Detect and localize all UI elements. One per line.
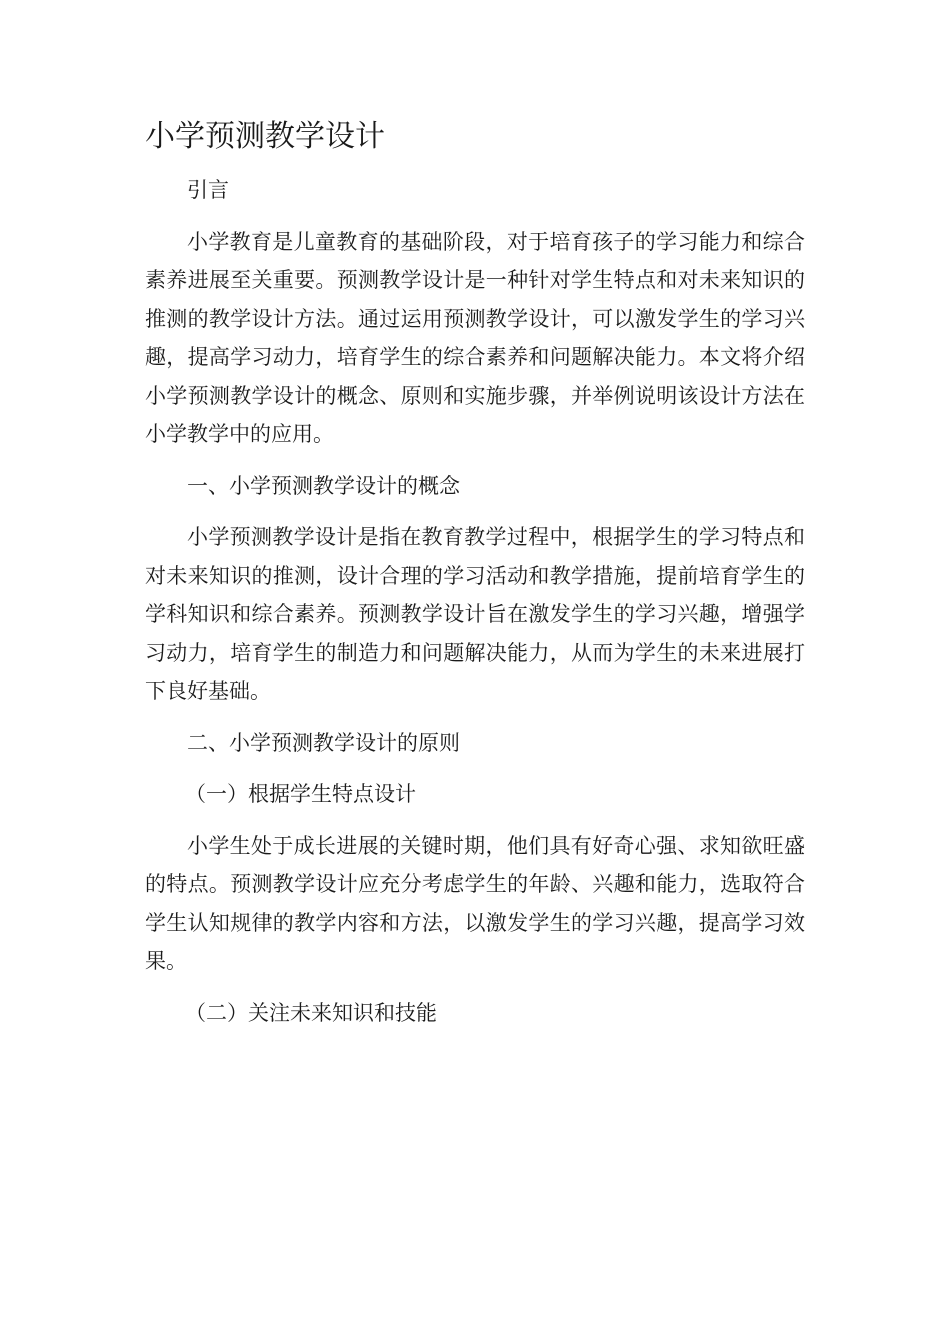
section2-heading: 二、小学预测教学设计的原则 bbox=[187, 730, 460, 755]
sub1-paragraph: 小学生处于成长进展的关键时期，他们具有好奇心强、求知欲旺盛的特点。预测教学设计应充分考虑学生的年龄、兴趣和能力，选取符合学生认知规律的教学内容和方法，以激发学生的学习兴趣，提高学习效果。 bbox=[145, 833, 805, 973]
intro-heading: 引言 bbox=[187, 178, 229, 202]
document-body bbox=[145, 115, 805, 1045]
intro-paragraph: 小学教育是儿童教育的基础阶段，对于培育孩子的学习能力和综合素养进展至关重要。预测教学设计是一种针对学生特点和对未来知识的推测的教学设计方法。通过运用预测教学设计，可以激发学生的学习兴趣，提高学习动力，培育学生的综合素养和问题解决能力。本文将介绍小学预测教学设计的概念、原则和实施步骤，并举例说明该设计方法在小学教学中的应用。 bbox=[145, 229, 805, 446]
document-title: 小学预测教学设计 bbox=[145, 119, 385, 154]
section1-heading: 一、小学预测教学设计的概念 bbox=[187, 473, 460, 498]
sub2-heading: （二）关注未来知识和技能 bbox=[185, 1000, 437, 1025]
sub1-heading: （一）根据学生特点设计 bbox=[185, 782, 416, 806]
section1-paragraph: 小学预测教学设计是指在教育教学过程中，根据学生的学习特点和对未来知识的推测，设计合理的学习活动和教学措施，提前培育学生的学科知识和综合素养。预测教学设计旨在激发学生的学习兴趣，增强学习动力，培育学生的制造力和问题解决能力，从而为学生的未来进展打下良好基础。 bbox=[145, 525, 805, 703]
